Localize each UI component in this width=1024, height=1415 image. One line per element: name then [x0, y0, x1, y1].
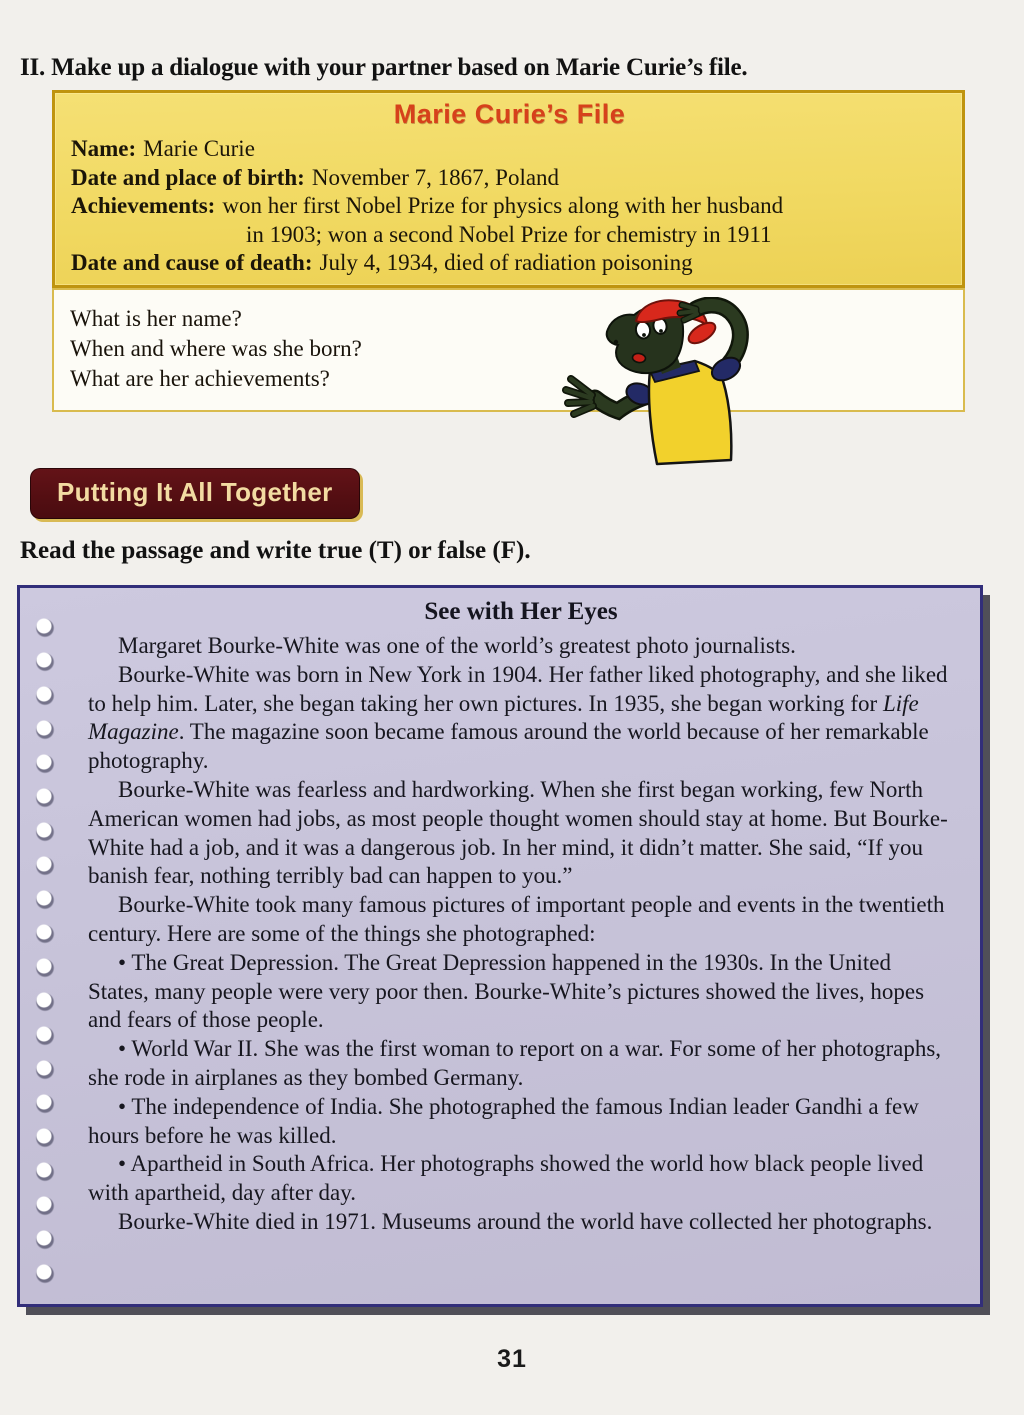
true-false-task-heading: Read the passage and write true (T) or false (F). — [20, 537, 531, 564]
passage-paragraph-2-post: . The magazine soon became famous around the world because of her remarkable photography. — [88, 719, 929, 774]
file-field-death-label: Date and cause of death: — [71, 250, 313, 275]
question-name: What is her name? — [70, 306, 242, 331]
file-field-birth-label: Date and place of birth: — [71, 164, 305, 190]
banner-label: Putting It All Together — [57, 477, 333, 507]
passage-paragraph-1: Margaret Bourke-White was one of the world’s greatest photo journalists. — [118, 633, 796, 658]
passage-bullet-great-depression: • The Great Depression. The Great Depression happened in the 1930s. In the United States, many people were very poor then. Bourke-White’s pictures showed the lives, hopes and fears of those people. — [88, 949, 925, 1033]
passage-paragraph-2-pre: Bourke-White was born in New York in 1904. Her father liked photography, and she liked to help him. Later, she began taking her own pictures. In 1935, she began working for — [88, 661, 948, 716]
confused-crocodile-icon — [560, 297, 758, 471]
passage-paragraph-3: Bourke-White was fearless and hardworking. When she first began working, few North American women had jobs, as most people thought women should stay at home. But Bourke-White had a job, and it was a dangerous job. In her mind, it didn’t matter. She said, “If you banish fear, nothing terribly bad can happen to you.” — [88, 776, 948, 889]
file-field-achievements-label: Achievements: — [71, 193, 216, 218]
putting-it-all-together-banner — [30, 468, 360, 519]
passage-bullet-world-war-2: • World War II. She was the first woman to report on a war. For some of her photographs, she rode in airplanes as they bombed Germany. — [88, 1036, 942, 1090]
passage-paragraph-2 — [88, 661, 954, 776]
file-field-name-value: Marie Curie — [143, 136, 255, 161]
marie-curie-file-card — [52, 90, 965, 288]
dialogue-task-heading: II. Make up a dialogue with your partner based on Marie Curie’s file. — [20, 54, 748, 81]
binder-holes-decoration — [30, 616, 72, 1296]
file-card-title: Marie Curie’s File — [393, 99, 626, 129]
dialogue-questions-box — [52, 288, 965, 412]
passage-paragraph-5: Bourke-White died in 1971. Museums around the world have collected her photographs. — [118, 1208, 933, 1234]
file-field-birth-value: November 7, 1867, Poland — [311, 164, 560, 190]
passage-bullet-india-independence: • The independence of India. She photographed the famous Indian leader Gandhi a few hours before he was killed. — [88, 1093, 919, 1148]
file-field-name-label: Name: — [71, 136, 137, 161]
reading-passage-panel — [17, 585, 983, 1307]
file-field-name — [71, 135, 948, 164]
passage-paragraph-2-magazine-name: Life Magazine — [88, 690, 919, 745]
page-number: 31 — [497, 1345, 527, 1373]
file-field-achievements — [71, 192, 948, 221]
file-field-achievements-value-line1: won her first Nobel Prize for physics along with her husband — [222, 193, 784, 218]
passage-bullet-apartheid: • Apartheid in South Africa. Her photographs showed the world how black people lived with apartheid, day after day. — [88, 1151, 924, 1206]
file-field-achievements-value-line2: in 1903; won a second Nobel Prize for chemistry in 1911 — [246, 221, 772, 247]
passage-paragraph-4: Bourke-White took many famous pictures of important people and events in the twentieth century. Here are some of the things she photographed: — [88, 892, 945, 946]
file-field-birth — [71, 164, 948, 193]
file-field-death — [71, 249, 948, 278]
question-born: When and where was she born? — [70, 336, 362, 361]
file-field-death-value: July 4, 1934, died of radiation poisoning — [319, 250, 693, 275]
question-achievements: What are her achievements? — [70, 366, 330, 391]
passage-title: See with Her Eyes — [424, 598, 618, 625]
